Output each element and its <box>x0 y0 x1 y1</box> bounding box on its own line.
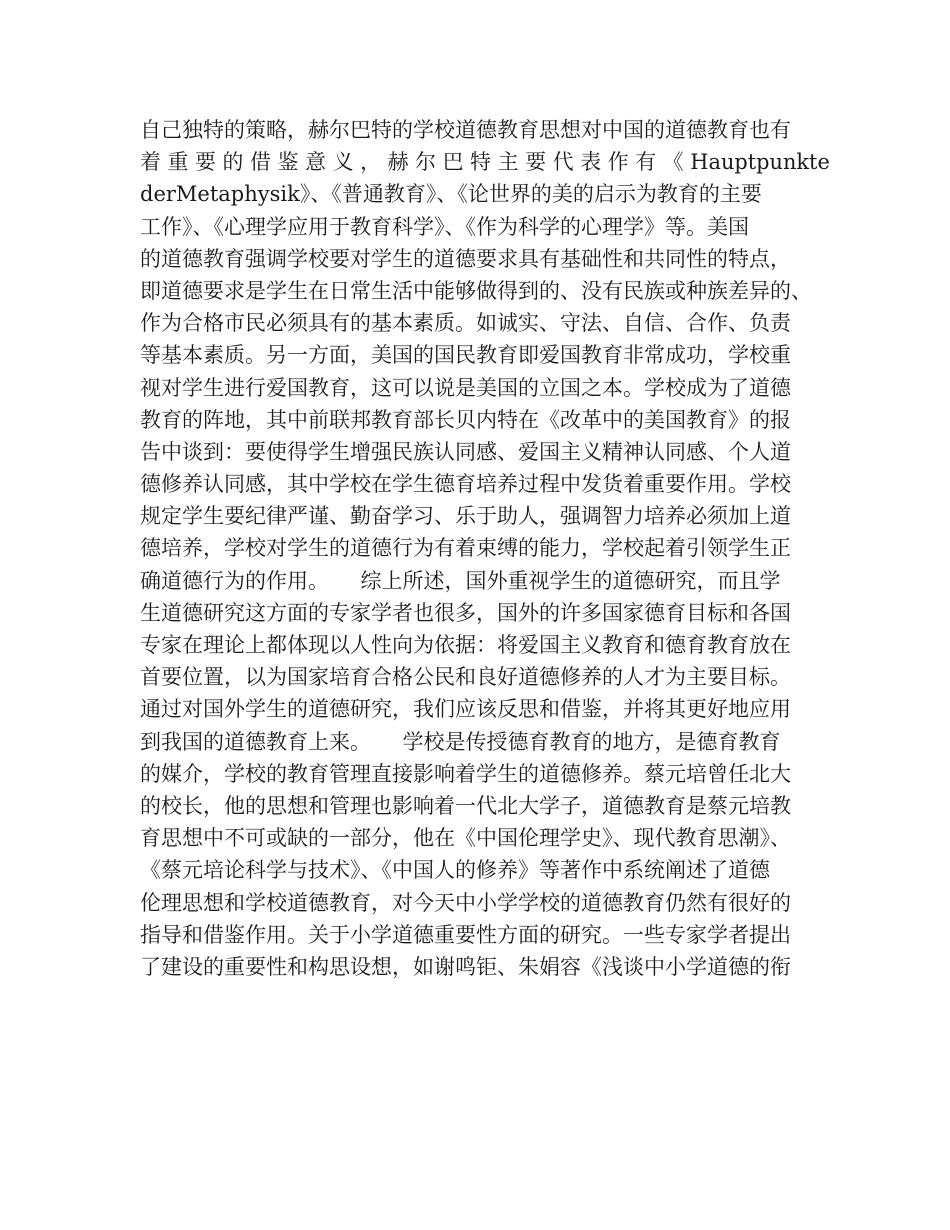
text-line-18: 首要位置，以为国家培育合格公民和良好道德修养的人才为主要目标。 <box>140 665 791 690</box>
text-line-11: 告中谈到：要使得学生增强民族认同感、爱国主义精神认同感、个人道 <box>140 439 791 464</box>
text-line-13: 规定学生要纪律严谨、勤奋学习、乐于助人，强调智力培养必须加上道 <box>140 504 791 529</box>
text-line-19: 通过对国外学生的道德研究，我们应该反思和借鉴，并将其更好地应用 <box>140 697 791 722</box>
text-line-5: 的道德教育强调学校要对学生的道德要求具有基础性和共同性的特点， <box>140 246 791 271</box>
text-line-2: 着 重 要 的 借 鉴 意 义 ， 赫 尔 巴 特 主 要 代 表 作 有 《 Hauptpunkte <box>140 150 830 175</box>
text-line-22: 的校长，他的思想和管理也影响着一代北大学子，道德教育是蔡元培教 <box>140 793 791 818</box>
text-line-15: 确道德行为的作用。 综上所述，国外重视学生的道德研究，而且学 <box>140 568 781 593</box>
text-line-17: 专家在理论上都体现以人性向为依据：将爱国主义教育和德育教育放在 <box>140 633 791 657</box>
body-text <box>140 114 830 983</box>
text-line-4: 工作》、《心理学应用于教育科学》、《作为科学的心理学》等。美国 <box>140 214 749 239</box>
text-line-8: 等基本素质。另一方面，美国的国民教育即爱国教育非常成功，学校重 <box>140 343 791 368</box>
text-line-20: 到我国的道德教育上来。 学校是传授德育教育的地方，是德育教育 <box>140 729 781 754</box>
text-line-14: 德培养，学校对学生的道德行为有着束缚的能力，学校起着引领学生正 <box>140 536 791 561</box>
text-line-12: 德修养认同感，其中学校在学生德育培养过程中发货着重要作用。学校 <box>140 472 791 497</box>
text-line-6: 即道德要求是学生在日常生活中能够做得到的、没有民族或种族差异的、 <box>140 278 812 303</box>
text-line-23: 育思想中不可或缺的一部分，他在《中国伦理学史》、现代教育思潮》、 <box>140 826 791 851</box>
text-line-25: 伦理思想和学校道德教育，对今天中小学学校的道德教育仍然有很好的 <box>140 890 791 915</box>
text-line-3: derMetaphysik》、《普通教育》、《论世界的美的启示为教育的主要 <box>140 182 762 207</box>
text-line-7: 作为合格市民必须具有的基本素质。如诚实、守法、自信、合作、负责 <box>140 311 791 336</box>
text-line-27: 了建设的重要性和构思设想，如谢鸣钜、朱娟容《浅谈中小学道德的衔 <box>140 954 791 979</box>
text-line-9: 视对学生进行爱国教育，这可以说是美国的立国之本。学校成为了道德 <box>140 375 791 400</box>
text-line-16: 生道德研究这方面的专家学者也很多，国外的许多国家德育目标和各国 <box>140 600 791 625</box>
text-line-10: 教育的阵地，其中前联邦教育部长贝内特在《改革中的美国教育》的报 <box>140 407 791 432</box>
text-line-21: 的媒介，学校的教育管理直接影响着学生的道德修养。蔡元培曾任北大 <box>140 761 791 786</box>
text-line-1: 自己独特的策略，赫尔巴特的学校道德教育思想对中国的道德教育也有 <box>140 118 791 142</box>
text-line-24: 《蔡元培论科学与技术》、《中国人的修养》等著作中系统阐述了道德 <box>140 858 770 883</box>
text-line-26: 指导和借鉴作用。关于小学道德重要性方面的研究。一些专家学者提出 <box>140 922 791 947</box>
